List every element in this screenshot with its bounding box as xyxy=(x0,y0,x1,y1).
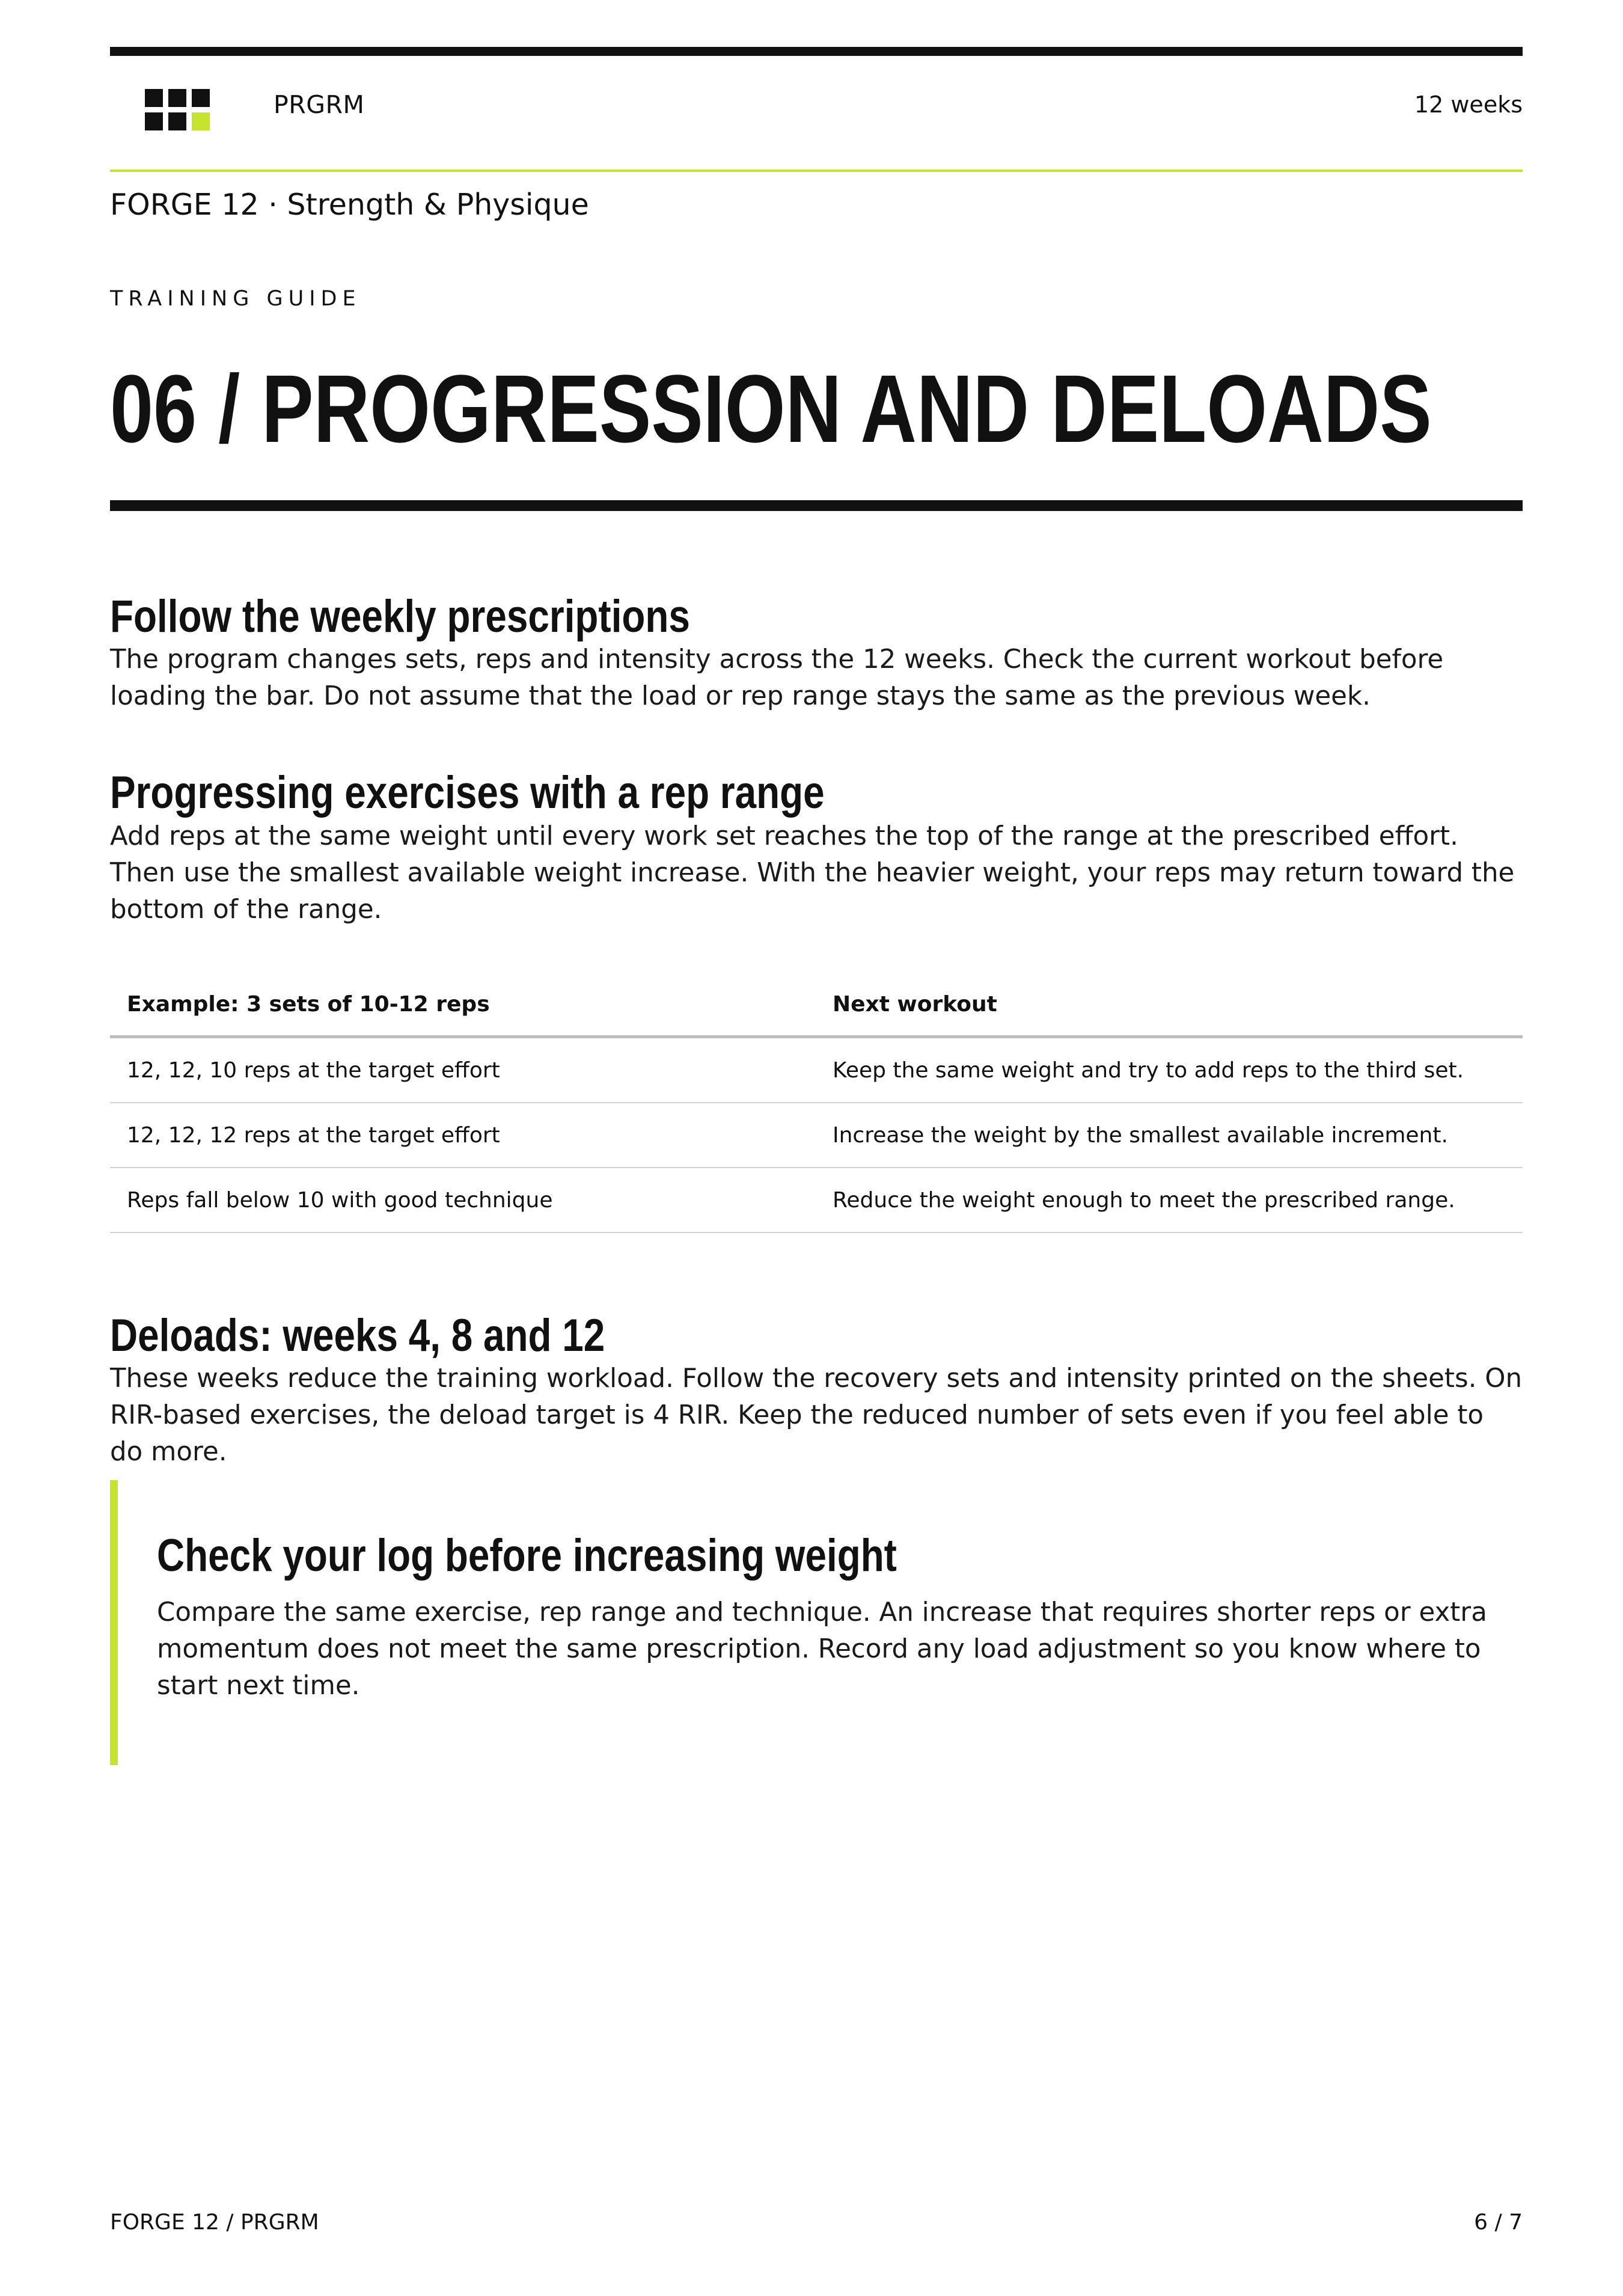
title-rule xyxy=(110,500,1523,511)
document-page xyxy=(110,0,1523,2296)
table-cell: Keep the same weight and try to add reps to the third set. xyxy=(816,1037,1523,1103)
table-row xyxy=(110,1037,1523,1103)
callout-body: Compare the same exercise, rep range and technique. An increase that requires shorter reps or extra momentum does not meet the same prescription. Record any load adjustment so you know where to start next time. xyxy=(157,1597,1487,1701)
progression-example-table xyxy=(110,973,1523,1233)
callout-box xyxy=(110,1480,1523,1765)
page-number: 6 / 7 xyxy=(1474,2210,1523,2235)
program-duration: 12 weeks xyxy=(1414,91,1523,118)
top-rule xyxy=(110,47,1523,56)
accent-rule xyxy=(110,170,1523,172)
table-cell: Increase the weight by the smallest available increment. xyxy=(816,1103,1523,1168)
table-row xyxy=(110,1168,1523,1232)
table-header-cell: Next workout xyxy=(816,973,1523,1037)
section-kicker: TRAINING GUIDE xyxy=(110,287,361,311)
section-body: The program changes sets, reps and intensity across the 12 weeks. Check the current workout before loading the bar. Do not assume that the load or rep range stays the same as the previous week. xyxy=(110,644,1444,711)
table-header-row xyxy=(110,973,1523,1037)
brand-name: PRGRM xyxy=(274,90,365,119)
table-cell: Reduce the weight enough to meet the prescribed range. xyxy=(816,1168,1523,1232)
section-body: These weeks reduce the training workload. Follow the recovery sets and intensity printed on the sheets. On RIR-based exercises, the deload target is 4 RIR. Keep the reduced number of sets even if you feel able to do more. xyxy=(110,1364,1523,1467)
table-cell: 12, 12, 12 reps at the target effort xyxy=(110,1103,816,1168)
section-heading: Progressing exercises with a rep range xyxy=(110,767,825,818)
section-heading: Deloads: weeks 4, 8 and 12 xyxy=(110,1310,605,1361)
table-cell: 12, 12, 10 reps at the target effort xyxy=(110,1037,816,1103)
table-header-cell: Example: 3 sets of 10-12 reps xyxy=(110,973,816,1037)
grid-logo-icon xyxy=(145,89,211,131)
page-title: 06 / PROGRESSION AND DELOADS xyxy=(110,355,1432,462)
callout-title: Check your log before increasing weight xyxy=(157,1530,897,1581)
table-cell: Reps fall below 10 with good technique xyxy=(110,1168,816,1232)
section-heading: Follow the weekly prescriptions xyxy=(110,591,690,642)
section-body: Add reps at the same weight until every work set reaches the top of the range at the prescribed effort. Then use the smallest available weight increase. With the heavier weight, your reps may return toward the bottom of the range. xyxy=(110,821,1515,925)
program-subtitle: FORGE 12 · Strength & Physique xyxy=(110,188,589,222)
footer-label: FORGE 12 / PRGRM xyxy=(110,2210,319,2235)
callout-accent-bar xyxy=(110,1480,118,1765)
table-row xyxy=(110,1103,1523,1168)
